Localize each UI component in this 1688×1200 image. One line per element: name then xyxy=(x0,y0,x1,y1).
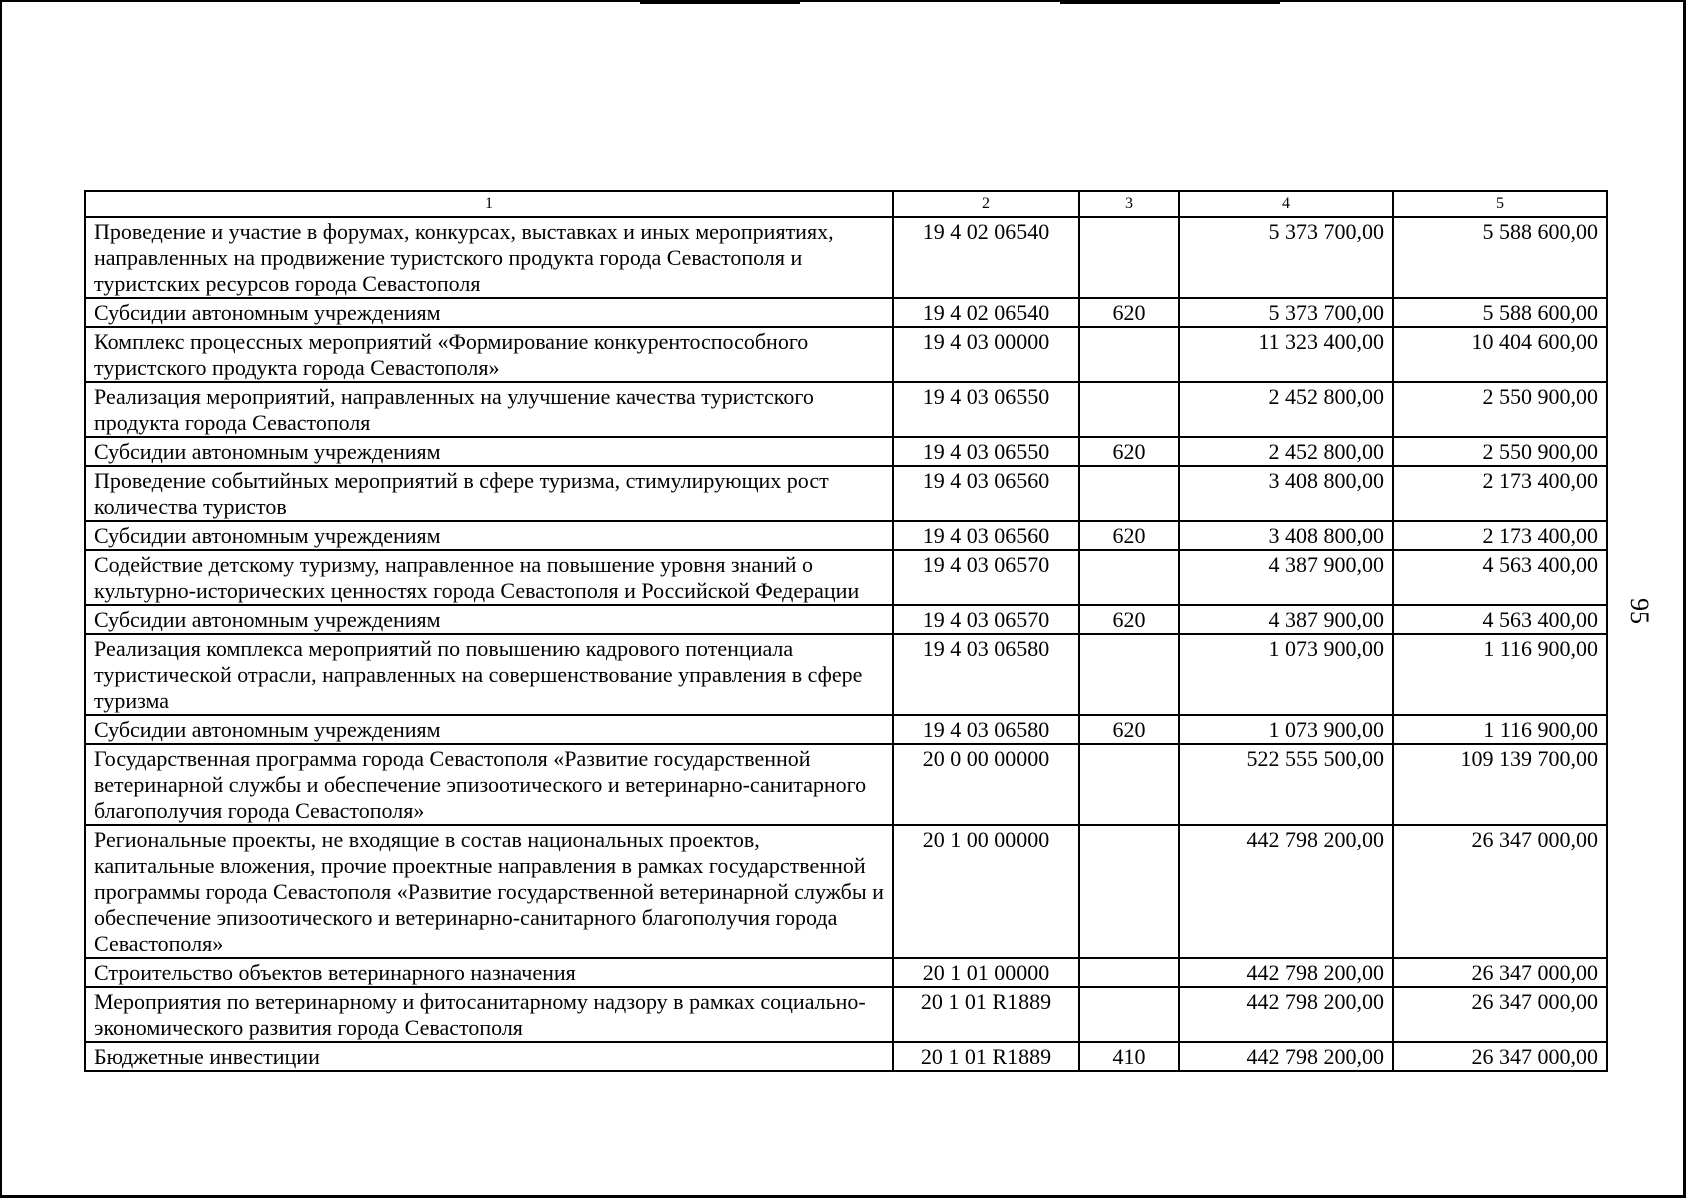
row-sum-2: 109 139 700,00 xyxy=(1393,744,1607,825)
row-name: Бюджетные инвестиции xyxy=(85,1042,893,1071)
page-number: 95 xyxy=(1625,598,1654,624)
row-name: Государственная программа города Севастополя «Развитие государственной ветеринарной службы и обеспечение эпизоотического и ветеринарно-санитарного благополучия города Севастополя» xyxy=(85,744,893,825)
row-name: Субсидии автономным учреждениям xyxy=(85,605,893,634)
table-row xyxy=(85,217,1607,298)
table-row xyxy=(85,605,1607,634)
column-number: 3 xyxy=(1079,191,1179,217)
row-expense-type xyxy=(1079,825,1179,958)
row-sum-2: 2 173 400,00 xyxy=(1393,466,1607,521)
table-row xyxy=(85,987,1607,1042)
row-expense-type xyxy=(1079,550,1179,605)
row-sum-1: 442 798 200,00 xyxy=(1179,1042,1393,1071)
row-code: 19 4 03 06550 xyxy=(893,437,1079,466)
row-code: 20 1 01 00000 xyxy=(893,958,1079,987)
table-row xyxy=(85,466,1607,521)
row-sum-2: 2 173 400,00 xyxy=(1393,521,1607,550)
row-sum-2: 2 550 900,00 xyxy=(1393,382,1607,437)
row-sum-1: 4 387 900,00 xyxy=(1179,550,1393,605)
table-row xyxy=(85,327,1607,382)
row-sum-2: 1 116 900,00 xyxy=(1393,715,1607,744)
row-expense-type: 410 xyxy=(1079,1042,1179,1071)
row-sum-1: 442 798 200,00 xyxy=(1179,825,1393,958)
table-row xyxy=(85,298,1607,327)
row-sum-1: 2 452 800,00 xyxy=(1179,437,1393,466)
row-sum-2: 26 347 000,00 xyxy=(1393,987,1607,1042)
row-code: 20 1 00 00000 xyxy=(893,825,1079,958)
table-row xyxy=(85,958,1607,987)
row-code: 19 4 03 06580 xyxy=(893,634,1079,715)
row-name: Реализация комплекса мероприятий по повышению кадрового потенциала туристической отрасли, направленных на совершенствование управления в сфере туризма xyxy=(85,634,893,715)
row-sum-2: 1 116 900,00 xyxy=(1393,634,1607,715)
column-number: 2 xyxy=(893,191,1079,217)
budget-table xyxy=(84,190,1608,1072)
row-expense-type xyxy=(1079,217,1179,298)
row-code: 19 4 03 00000 xyxy=(893,327,1079,382)
row-code: 20 1 01 R1889 xyxy=(893,1042,1079,1071)
row-code: 19 4 02 06540 xyxy=(893,298,1079,327)
row-expense-type xyxy=(1079,327,1179,382)
row-name: Региональные проекты, не входящие в состав национальных проектов, капитальные вложения, прочие проектные направления в рамках государственной программы города Севастополя «Развитие государственной ветеринарной службы и обеспечение эпизоотического и ветеринарно-санитарного благополучия города Севастополя» xyxy=(85,825,893,958)
column-number: 1 xyxy=(85,191,893,217)
row-sum-1: 4 387 900,00 xyxy=(1179,605,1393,634)
row-name: Проведение событийных мероприятий в сфере туризма, стимулирующих рост количества туристов xyxy=(85,466,893,521)
row-code: 19 4 03 06580 xyxy=(893,715,1079,744)
table-row xyxy=(85,550,1607,605)
row-sum-1: 5 373 700,00 xyxy=(1179,217,1393,298)
row-sum-2: 10 404 600,00 xyxy=(1393,327,1607,382)
row-name: Содействие детскому туризму, направленное на повышение уровня знаний о культурно-исторических ценностях города Севастополя и Российской Федерации xyxy=(85,550,893,605)
table-row xyxy=(85,437,1607,466)
row-name: Реализация мероприятий, направленных на улучшение качества туристского продукта города Севастополя xyxy=(85,382,893,437)
row-name: Субсидии автономным учреждениям xyxy=(85,521,893,550)
column-number: 4 xyxy=(1179,191,1393,217)
row-name: Проведение и участие в форумах, конкурсах, выставках и иных мероприятиях, направленных на продвижение туристского продукта города Севастополя и туристских ресурсов города Севастополя xyxy=(85,217,893,298)
row-sum-2: 26 347 000,00 xyxy=(1393,1042,1607,1071)
row-sum-1: 5 373 700,00 xyxy=(1179,298,1393,327)
row-sum-1: 3 408 800,00 xyxy=(1179,466,1393,521)
row-sum-2: 5 588 600,00 xyxy=(1393,298,1607,327)
row-sum-2: 26 347 000,00 xyxy=(1393,958,1607,987)
scan-edge-mark xyxy=(640,0,800,4)
row-sum-2: 4 563 400,00 xyxy=(1393,605,1607,634)
row-name: Субсидии автономным учреждениям xyxy=(85,437,893,466)
row-sum-1: 1 073 900,00 xyxy=(1179,715,1393,744)
row-sum-2: 5 588 600,00 xyxy=(1393,217,1607,298)
row-expense-type xyxy=(1079,466,1179,521)
row-name: Мероприятия по ветеринарному и фитосанитарному надзору в рамках социально-экономического развития города Севастополя xyxy=(85,987,893,1042)
row-expense-type: 620 xyxy=(1079,715,1179,744)
row-expense-type xyxy=(1079,744,1179,825)
row-code: 19 4 02 06540 xyxy=(893,217,1079,298)
row-expense-type: 620 xyxy=(1079,298,1179,327)
row-sum-1: 442 798 200,00 xyxy=(1179,958,1393,987)
row-name: Строительство объектов ветеринарного назначения xyxy=(85,958,893,987)
row-sum-1: 3 408 800,00 xyxy=(1179,521,1393,550)
row-code: 20 1 01 R1889 xyxy=(893,987,1079,1042)
table-row xyxy=(85,715,1607,744)
row-code: 19 4 03 06570 xyxy=(893,605,1079,634)
scan-edge-mark xyxy=(1060,0,1280,4)
table-row xyxy=(85,634,1607,715)
table-row xyxy=(85,521,1607,550)
row-expense-type: 620 xyxy=(1079,521,1179,550)
row-sum-2: 2 550 900,00 xyxy=(1393,437,1607,466)
row-sum-1: 1 073 900,00 xyxy=(1179,634,1393,715)
table-row xyxy=(85,825,1607,958)
table-header-row xyxy=(85,191,1607,217)
row-name: Субсидии автономным учреждениям xyxy=(85,298,893,327)
row-sum-1: 442 798 200,00 xyxy=(1179,987,1393,1042)
row-expense-type: 620 xyxy=(1079,605,1179,634)
row-code: 19 4 03 06560 xyxy=(893,521,1079,550)
row-code: 20 0 00 00000 xyxy=(893,744,1079,825)
row-expense-type xyxy=(1079,634,1179,715)
row-sum-1: 522 555 500,00 xyxy=(1179,744,1393,825)
row-expense-type xyxy=(1079,382,1179,437)
row-sum-2: 26 347 000,00 xyxy=(1393,825,1607,958)
row-expense-type xyxy=(1079,958,1179,987)
row-sum-1: 2 452 800,00 xyxy=(1179,382,1393,437)
column-number: 5 xyxy=(1393,191,1607,217)
row-code: 19 4 03 06560 xyxy=(893,466,1079,521)
row-expense-type xyxy=(1079,987,1179,1042)
row-code: 19 4 03 06550 xyxy=(893,382,1079,437)
row-name: Комплекс процессных мероприятий «Формирование конкурентоспособного туристского продукта города Севастополя» xyxy=(85,327,893,382)
row-code: 19 4 03 06570 xyxy=(893,550,1079,605)
row-sum-1: 11 323 400,00 xyxy=(1179,327,1393,382)
row-sum-2: 4 563 400,00 xyxy=(1393,550,1607,605)
table-row xyxy=(85,744,1607,825)
table-row xyxy=(85,1042,1607,1071)
row-expense-type: 620 xyxy=(1079,437,1179,466)
row-name: Субсидии автономным учреждениям xyxy=(85,715,893,744)
table-row xyxy=(85,382,1607,437)
